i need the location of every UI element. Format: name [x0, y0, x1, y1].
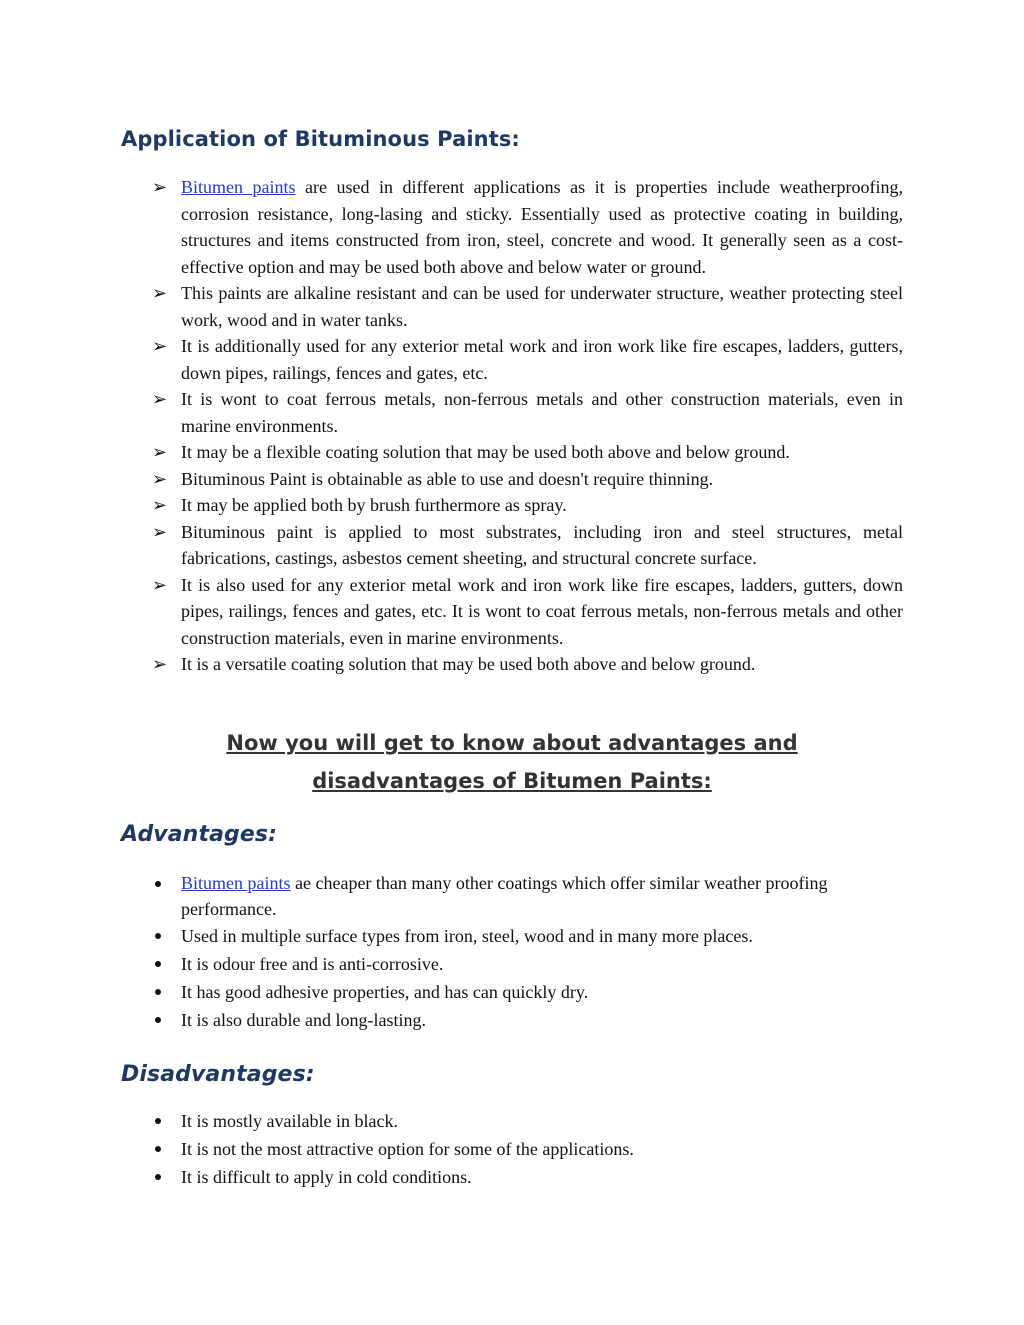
bullet-dot-icon	[155, 989, 161, 995]
item-text: It is wont to coat ferrous metals, non-ferrous metals and other construction materials, even in marine environments.	[181, 389, 903, 436]
arrow-bullet-icon: ➢	[152, 389, 168, 409]
item-text: It may be applied both by brush furthermore as spray.	[181, 495, 567, 515]
list-item	[0, 950, 903, 978]
list-item	[0, 439, 903, 466]
bullet-dot-icon	[155, 1118, 161, 1124]
bullet-dot-icon	[155, 881, 161, 887]
list-item	[0, 922, 903, 950]
advantages-list	[0, 870, 1024, 1034]
arrow-bullet-icon: ➢	[152, 574, 168, 595]
item-text: It may be a flexible coating solution that may be used both above and below ground.	[181, 442, 790, 462]
list-item	[0, 1107, 903, 1135]
application-heading: Application of Bituminous Paints:	[121, 127, 520, 151]
list-item	[0, 466, 903, 493]
item-text: It is mostly available in black.	[181, 1111, 398, 1131]
list-item	[0, 651, 903, 678]
list-item	[0, 1163, 903, 1191]
item-text: It is not the most attractive option for some of the applications.	[181, 1139, 634, 1159]
item-text: It is additionally used for any exterior metal work and iron work like fire escapes, ladders, gutters, down pipes, railings, fences and gates, etc.	[181, 336, 903, 383]
arrow-bullet-icon: ➢	[152, 177, 168, 197]
item-text: Bituminous Paint is obtainable as able to use and doesn't require thinning.	[181, 468, 714, 489]
list-item	[0, 386, 903, 439]
list-item	[0, 978, 903, 1006]
item-text: Bituminous paint is applied to most substrates, including iron and steel structures, metal fabrications, castings, asbestos cement sheeting, and structural concrete surface.	[181, 521, 903, 568]
application-list	[0, 174, 1024, 678]
list-item	[0, 1006, 903, 1034]
arrow-bullet-icon: ➢	[152, 283, 168, 303]
item-text: It is a versatile coating solution that may be used both above and below ground.	[181, 654, 756, 674]
advantages-heading: Advantages:	[121, 822, 277, 847]
list-item	[0, 1135, 903, 1163]
item-text: It is also durable and long-lasting.	[181, 1010, 426, 1030]
bitumen-paints-link[interactable]: Bitumen paints	[181, 873, 291, 893]
arrow-bullet-icon: ➢	[152, 654, 168, 674]
arrow-bullet-icon: ➢	[152, 442, 168, 462]
intro-line-1: Now you will get to know about advantages and	[226, 731, 798, 755]
item-text: are used in different applications as it is properties include weatherproofing, corrosion resistance, long-lasing and sticky. Essentially used as protective coating in building, structures and items constructed from iron, steel, concrete and wood. It generally seen as a cost-effective option and may be used both above and below water or ground.	[181, 177, 903, 277]
item-text: It is difficult to apply in cold conditions.	[181, 1167, 472, 1187]
arrow-bullet-icon: ➢	[152, 495, 168, 515]
item-text: ae cheaper than many other coatings which offer similar weather proofing performance.	[181, 873, 828, 919]
bullet-dot-icon	[155, 933, 161, 939]
arrow-bullet-icon: ➢	[152, 521, 168, 542]
item-text: It is odour free and is anti-corrosive.	[181, 954, 444, 974]
bitumen-paints-link[interactable]: Bitumen paints	[181, 177, 296, 197]
list-item	[0, 174, 903, 280]
item-text: It is also used for any exterior metal work and iron work like fire escapes, ladders, gutters, down pipes, railings, fences and gates, etc. It is wont to coat ferrous metals, non-ferrous metals and other construction materials, even in marine environments.	[181, 574, 903, 648]
item-text: This paints are alkaline resistant and can be used for underwater structure, weather protecting steel work, wood and in water tanks.	[181, 283, 903, 330]
list-item	[0, 280, 903, 333]
intro-line-2: disadvantages of Bitumen Paints:	[312, 769, 712, 793]
list-item	[0, 572, 903, 652]
list-item	[0, 492, 903, 519]
bullet-dot-icon	[155, 1146, 161, 1152]
bullet-dot-icon	[155, 1174, 161, 1180]
bullet-dot-icon	[155, 1017, 161, 1023]
disadvantages-heading: Disadvantages:	[121, 1062, 315, 1087]
intro-heading	[150, 724, 874, 800]
disadvantages-list	[0, 1107, 1024, 1191]
list-item	[0, 870, 903, 922]
list-item	[0, 333, 903, 386]
bullet-dot-icon	[155, 961, 161, 967]
arrow-bullet-icon: ➢	[152, 336, 168, 356]
list-item	[0, 519, 903, 572]
item-text: It has good adhesive properties, and has can quickly dry.	[181, 982, 589, 1002]
item-text: Used in multiple surface types from iron, steel, wood and in many more places.	[181, 926, 753, 946]
arrow-bullet-icon: ➢	[152, 468, 168, 489]
